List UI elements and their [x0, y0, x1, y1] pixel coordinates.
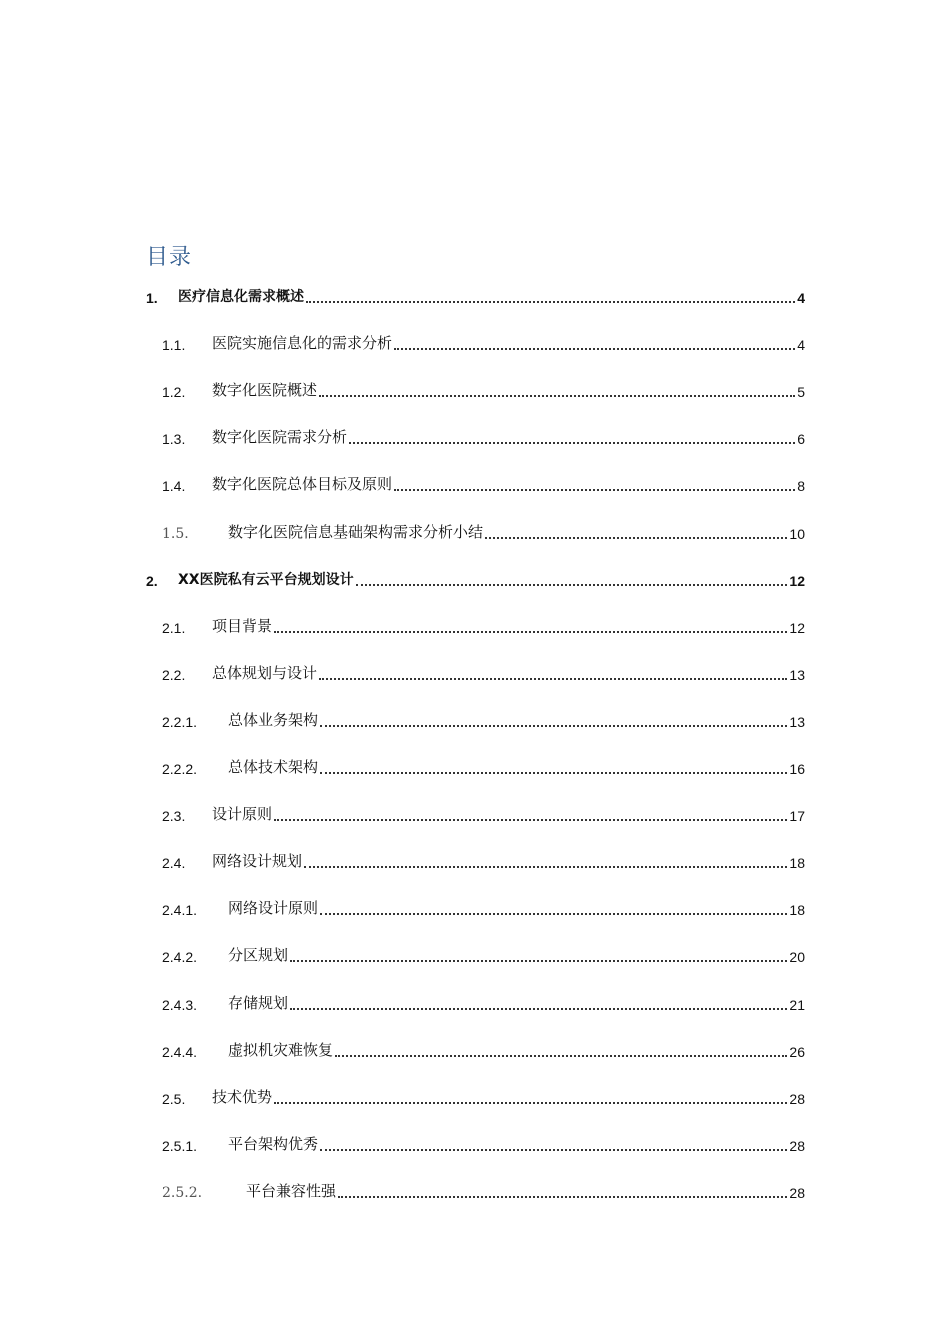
toc-entry-page: 5	[797, 384, 805, 401]
toc-entry[interactable]	[0, 1178, 950, 1204]
toc-entry-title: 设计原则	[212, 805, 273, 824]
toc-leader-dots	[274, 1099, 787, 1104]
toc-entry-number: 2.2.1.	[162, 713, 198, 730]
toc-entry-number: 2.5.2.	[162, 1184, 203, 1201]
toc-entry[interactable]	[0, 660, 950, 686]
toc-entry-number: 2.3.	[162, 808, 186, 825]
toc-entry-page: 26	[789, 1043, 805, 1060]
toc-entry-page: 18	[789, 902, 805, 919]
toc-entry[interactable]	[0, 754, 950, 780]
toc-leader-dots	[306, 298, 795, 303]
toc-entry[interactable]	[0, 471, 950, 497]
toc-entry[interactable]	[0, 848, 950, 874]
toc-entry[interactable]	[0, 283, 950, 309]
toc-leader-dots	[290, 957, 787, 962]
toc-entry-title: 平台兼容性强	[246, 1181, 337, 1200]
toc-entry-page: 12	[789, 572, 805, 589]
toc-leader-dots	[320, 1146, 787, 1151]
toc-entry-title: 数字化医院概述	[212, 381, 318, 400]
toc-entry[interactable]	[0, 424, 950, 450]
toc-entry-page: 6	[797, 431, 805, 448]
toc-entry[interactable]	[0, 1084, 950, 1110]
toc-entry-title: 分区规划	[228, 946, 289, 965]
toc-leader-dots	[319, 392, 795, 397]
toc-entry-number: 2.2.	[162, 666, 186, 683]
toc-entry-title: 总体业务架构	[228, 710, 319, 729]
toc-entry-title: 总体技术架构	[228, 758, 319, 776]
toc-entry-title: 数字化医院总体目标及原则	[212, 475, 393, 494]
toc-entry-page: 13	[789, 666, 805, 683]
toc-entry-title: 医院实施信息化的需求分析	[212, 334, 393, 353]
toc-leader-dots	[335, 1052, 787, 1057]
toc-entry-page: 4	[797, 337, 805, 354]
toc-leader-dots	[319, 675, 787, 680]
toc-entry-title: 项目背景	[212, 616, 273, 635]
toc-entry[interactable]	[0, 566, 950, 592]
toc-leader-dots	[320, 769, 787, 774]
toc-entry-number: 2.2.2.	[162, 761, 198, 777]
toc-leader-dots	[338, 1193, 787, 1198]
toc-leader-dots	[320, 722, 787, 727]
toc-entry-number: 1.3.	[162, 431, 186, 448]
toc-entry-page: 18	[789, 855, 805, 872]
toc-entry[interactable]	[0, 895, 950, 921]
toc-leader-dots	[274, 816, 787, 821]
toc-leader-dots	[320, 910, 787, 915]
toc-leader-dots	[394, 486, 795, 491]
toc-entry[interactable]	[0, 377, 950, 403]
toc-entry[interactable]	[0, 707, 950, 733]
toc-entry[interactable]	[0, 942, 950, 968]
toc-entry[interactable]	[0, 330, 950, 356]
toc-leader-dots	[349, 439, 795, 444]
toc-entry-number: 1.4.	[162, 478, 186, 495]
toc-entry-number: 2.5.	[162, 1090, 186, 1107]
toc-entry-page: 4	[797, 290, 805, 306]
toc-entry-title: XX医院私有云平台规划设计	[178, 569, 356, 589]
toc-entry[interactable]	[0, 801, 950, 827]
toc-entry-page: 28	[789, 1090, 805, 1107]
toc-entry-title: 总体规划与设计	[212, 663, 318, 682]
toc-entry-number: 2.4.	[162, 855, 186, 872]
toc-entry-page: 10	[789, 525, 805, 542]
toc-entry-number: 1.2.	[162, 384, 186, 401]
toc-leader-dots	[274, 628, 787, 633]
toc-entry-title: 存储规划	[228, 993, 289, 1012]
toc-entry-number: 1.1.	[162, 337, 186, 354]
toc-entry-title: 平台架构优秀	[228, 1134, 319, 1153]
toc-entry-number: 2.	[146, 572, 158, 589]
toc-entry-page: 28	[789, 1137, 805, 1154]
toc-entry-page: 13	[789, 713, 805, 730]
toc-leader-dots	[485, 534, 787, 539]
toc-leader-dots	[394, 345, 795, 350]
toc-entry-number: 2.4.1.	[162, 902, 198, 919]
toc-entry[interactable]	[0, 519, 950, 545]
toc-entry-title: 数字化医院需求分析	[212, 428, 348, 447]
toc-leader-dots	[304, 863, 787, 868]
toc-entry-title: 网络设计原则	[228, 899, 319, 918]
toc-entry-page: 12	[789, 619, 805, 636]
toc-entry-page: 28	[789, 1184, 805, 1201]
toc-entry-number: 1.	[146, 290, 158, 306]
toc-entry-number: 2.5.1.	[162, 1137, 198, 1154]
toc-title: 目录	[146, 245, 193, 270]
toc-leader-dots	[290, 1005, 787, 1010]
toc-entry-title: 医疗信息化需求概述	[178, 286, 306, 306]
toc-entry-page: 20	[789, 949, 805, 966]
toc-entry-page: 8	[797, 478, 805, 495]
toc-entry-page: 17	[789, 808, 805, 825]
toc-entry[interactable]	[0, 613, 950, 639]
toc-entry-number: 1.5.	[162, 525, 189, 542]
toc-entry-page: 21	[789, 996, 805, 1013]
toc-entry-title: 技术优势	[212, 1087, 273, 1106]
toc-entry-number: 2.4.2.	[162, 949, 198, 966]
toc-entry-title: 网络设计规划	[212, 852, 303, 871]
toc-entry-title: 数字化医院信息基础架构需求分析小结	[228, 522, 484, 541]
toc-entry-title: 虚拟机灾难恢复	[228, 1040, 334, 1059]
toc-entry[interactable]	[0, 1131, 950, 1157]
toc-entry-page: 16	[789, 761, 805, 777]
toc-entry-number: 2.1.	[162, 619, 186, 636]
toc-entry-number: 2.4.4.	[162, 1043, 198, 1060]
toc-entry[interactable]	[0, 990, 950, 1016]
toc-leader-dots	[356, 581, 788, 586]
toc-entry[interactable]	[0, 1037, 950, 1063]
toc-entry-number: 2.4.3.	[162, 996, 198, 1013]
